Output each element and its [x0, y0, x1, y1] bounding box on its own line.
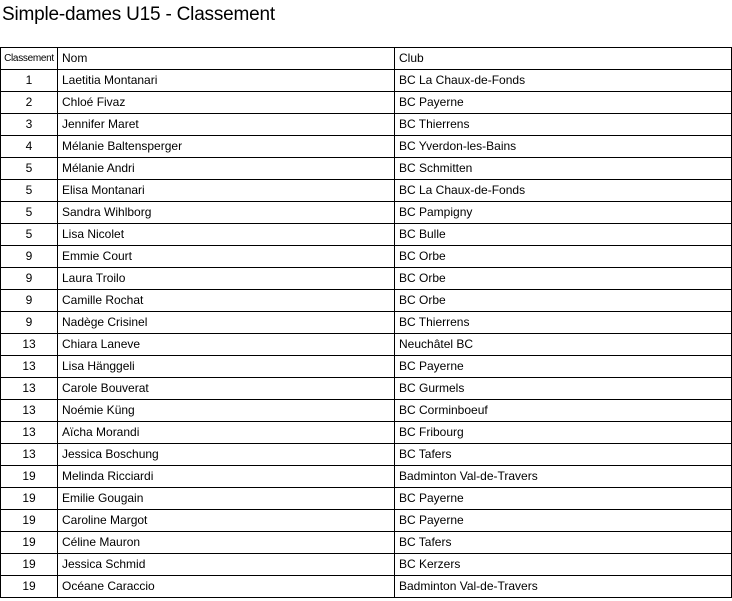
player-name-cell: Emilie Gougain	[58, 488, 395, 510]
player-name-cell: Caroline Margot	[58, 510, 395, 532]
club-cell: BC Thierrens	[395, 312, 732, 334]
player-name-cell: Mélanie Andri	[58, 158, 395, 180]
club-cell: BC La Chaux-de-Fonds	[395, 180, 732, 202]
player-name-cell: Jennifer Maret	[58, 114, 395, 136]
table-row	[1, 466, 732, 488]
rank-cell: 13	[1, 334, 58, 356]
rank-cell: 19	[1, 576, 58, 598]
player-name-cell: Emmie Court	[58, 246, 395, 268]
player-name-cell: Sandra Wihlborg	[58, 202, 395, 224]
club-cell: Badminton Val-de-Travers	[395, 576, 732, 598]
rank-cell: 3	[1, 114, 58, 136]
player-name-cell: Carole Bouverat	[58, 378, 395, 400]
rank-cell: 5	[1, 224, 58, 246]
rank-cell: 5	[1, 202, 58, 224]
player-name-cell: Mélanie Baltensperger	[58, 136, 395, 158]
club-cell: BC Payerne	[395, 510, 732, 532]
rank-cell: 19	[1, 488, 58, 510]
club-cell: BC Tafers	[395, 444, 732, 466]
rank-cell: 9	[1, 268, 58, 290]
club-cell: BC Payerne	[395, 356, 732, 378]
table-row	[1, 312, 732, 334]
player-name-cell: Chloé Fivaz	[58, 92, 395, 114]
club-cell: Badminton Val-de-Travers	[395, 466, 732, 488]
player-name-cell: Jessica Schmid	[58, 554, 395, 576]
club-cell: BC Orbe	[395, 268, 732, 290]
table-row	[1, 554, 732, 576]
player-name-cell: Lisa Hänggeli	[58, 356, 395, 378]
table-row	[1, 114, 732, 136]
club-cell: BC Fribourg	[395, 422, 732, 444]
column-header-name: Nom	[58, 48, 395, 70]
rank-cell: 13	[1, 422, 58, 444]
player-name-cell: Jessica Boschung	[58, 444, 395, 466]
rank-cell: 19	[1, 532, 58, 554]
table-row	[1, 576, 732, 598]
rank-cell: 13	[1, 444, 58, 466]
table-row	[1, 532, 732, 554]
table-row	[1, 378, 732, 400]
rank-cell: 13	[1, 356, 58, 378]
club-cell: BC Orbe	[395, 290, 732, 312]
table-row	[1, 246, 732, 268]
player-name-cell: Laetitia Montanari	[58, 70, 395, 92]
club-cell: BC La Chaux-de-Fonds	[395, 70, 732, 92]
player-name-cell: Céline Mauron	[58, 532, 395, 554]
club-cell: BC Payerne	[395, 488, 732, 510]
column-header-club: Club	[395, 48, 732, 70]
table-row	[1, 400, 732, 422]
player-name-cell: Laura Troilo	[58, 268, 395, 290]
table-row	[1, 444, 732, 466]
table-row	[1, 510, 732, 532]
table-row	[1, 488, 732, 510]
table-row	[1, 290, 732, 312]
player-name-cell: Noémie Küng	[58, 400, 395, 422]
player-name-cell: Elisa Montanari	[58, 180, 395, 202]
club-cell: BC Schmitten	[395, 158, 732, 180]
rank-cell: 19	[1, 554, 58, 576]
table-header-row	[1, 48, 732, 70]
club-cell: BC Kerzers	[395, 554, 732, 576]
player-name-cell: Lisa Nicolet	[58, 224, 395, 246]
club-cell: BC Tafers	[395, 532, 732, 554]
club-cell: BC Pampigny	[395, 202, 732, 224]
club-cell: BC Yverdon-les-Bains	[395, 136, 732, 158]
table-row	[1, 334, 732, 356]
player-name-cell: Nadège Crisinel	[58, 312, 395, 334]
rank-cell: 19	[1, 466, 58, 488]
club-cell: BC Payerne	[395, 92, 732, 114]
table-row	[1, 422, 732, 444]
column-header-rank: Classement	[1, 48, 58, 70]
club-cell: Neuchâtel BC	[395, 334, 732, 356]
table-row	[1, 224, 732, 246]
rank-cell: 9	[1, 290, 58, 312]
ranking-table	[0, 47, 732, 598]
rank-cell: 9	[1, 312, 58, 334]
page-title: Simple-dames U15 - Classement	[2, 4, 275, 25]
club-cell: BC Thierrens	[395, 114, 732, 136]
rank-cell: 1	[1, 70, 58, 92]
player-name-cell: Aïcha Morandi	[58, 422, 395, 444]
table-row	[1, 202, 732, 224]
rank-cell: 2	[1, 92, 58, 114]
rank-cell: 13	[1, 400, 58, 422]
table-row	[1, 356, 732, 378]
table-row	[1, 180, 732, 202]
player-name-cell: Melinda Ricciardi	[58, 466, 395, 488]
table-row	[1, 136, 732, 158]
table-row	[1, 70, 732, 92]
player-name-cell: Camille Rochat	[58, 290, 395, 312]
club-cell: BC Bulle	[395, 224, 732, 246]
rank-cell: 19	[1, 510, 58, 532]
rank-cell: 5	[1, 180, 58, 202]
club-cell: BC Gurmels	[395, 378, 732, 400]
club-cell: BC Corminboeuf	[395, 400, 732, 422]
player-name-cell: Océane Caraccio	[58, 576, 395, 598]
club-cell: BC Orbe	[395, 246, 732, 268]
rank-cell: 4	[1, 136, 58, 158]
table-row	[1, 92, 732, 114]
ranking-table-body	[1, 70, 732, 598]
rank-cell: 9	[1, 246, 58, 268]
table-row	[1, 268, 732, 290]
rank-cell: 5	[1, 158, 58, 180]
table-row	[1, 158, 732, 180]
player-name-cell: Chiara Laneve	[58, 334, 395, 356]
rank-cell: 13	[1, 378, 58, 400]
